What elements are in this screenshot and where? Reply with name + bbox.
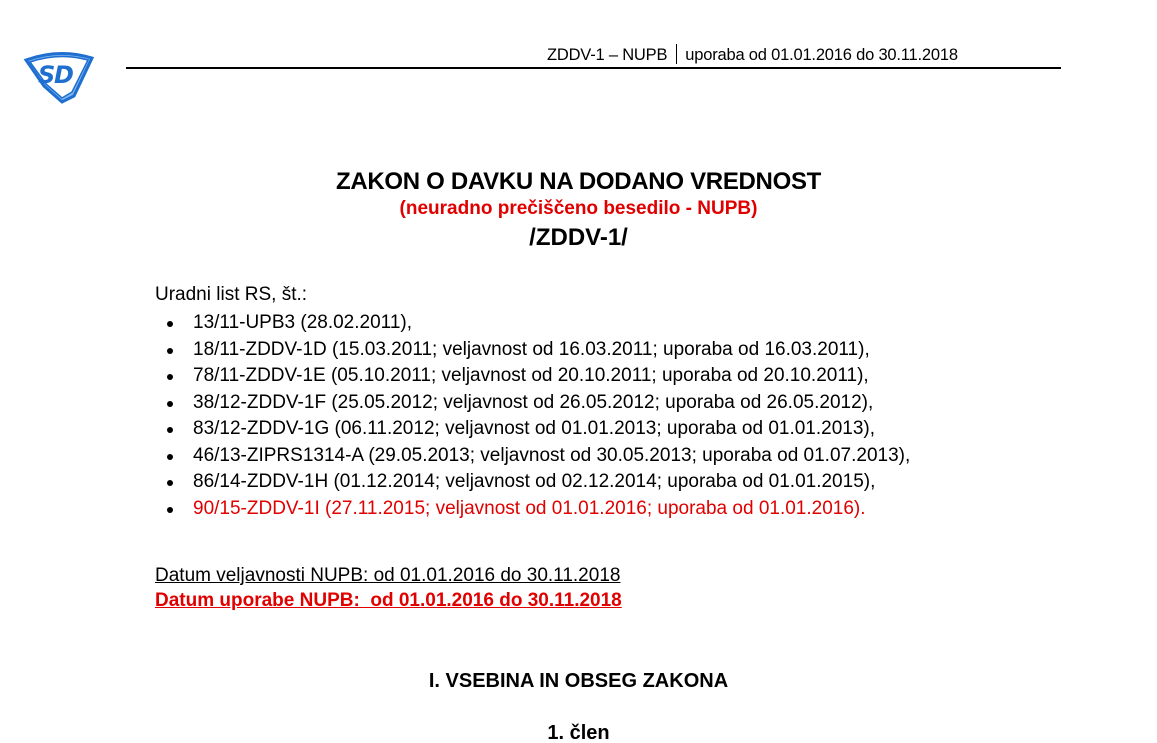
amendment-list [155, 310, 1035, 522]
usage-date: Datum uporabe NUPB: od 01.01.2016 do 30.11.2018 [155, 590, 622, 611]
law-title: ZAKON O DAVKU NA DODANO VREDNOST [335, 168, 822, 195]
article-heading: 1. člen [547, 722, 610, 743]
bullet-icon [167, 480, 173, 486]
bullet-icon [167, 321, 173, 327]
header-separator [676, 44, 677, 64]
bullet-icon [167, 348, 173, 354]
bullet-icon [167, 401, 173, 407]
law-subtitle: (neuradno prečiščeno besedilo - NUPB) [399, 198, 758, 219]
amendment-text: 86/14-ZDDV-1H (01.12.2014; veljavnost od 02.12.2014; uporaba od 01.01.2015), [193, 471, 876, 492]
list-item [155, 469, 1035, 496]
header-document-id: ZDDV-1 – NUPB [547, 46, 668, 64]
running-header [547, 44, 958, 65]
bullet-icon [167, 507, 173, 513]
amendment-text: 90/15-ZDDV-1I (27.11.2015; veljavnost od 01.01.2016; uporaba od 01.01.2016). [193, 497, 866, 519]
list-item [155, 416, 1035, 443]
amendment-text: 83/12-ZDDV-1G (06.11.2012; veljavnost od 01.01.2013; uporaba od 01.01.2013), [193, 418, 876, 439]
list-item [155, 443, 913, 470]
sd-logo-icon [22, 46, 96, 104]
list-item [155, 337, 1035, 364]
amendment-text: 18/11-ZDDV-1D (15.03.2011; veljavnost od 16.03.2011; uporaba od 16.03.2011), [193, 338, 870, 360]
svg-text:S: S [38, 61, 56, 89]
svg-text:D: D [54, 61, 74, 89]
bullet-icon [167, 427, 173, 433]
amendment-text: 38/12-ZDDV-1F (25.05.2012; veljavnost od 26.05.2012; uporaba od 26.05.2012), [193, 391, 874, 413]
validity-date: Datum veljavnosti NUPB: od 01.01.2016 do 30.11.2018 [155, 565, 621, 586]
amendment-text: 78/11-ZDDV-1E (05.10.2011; veljavnost od 20.10.2011; uporaba od 20.10.2011), [193, 365, 869, 386]
list-item [155, 310, 1035, 337]
list-item [155, 390, 1035, 417]
law-abbreviation: /ZDDV-1/ [529, 224, 628, 251]
section-heading: I. VSEBINA IN OBSEG ZAKONA [428, 670, 729, 692]
bullet-icon [167, 374, 173, 380]
header-usage-period: uporaba od 01.01.2016 do 30.11.2018 [685, 46, 958, 64]
list-item [155, 363, 1035, 390]
header-divider [126, 67, 1061, 69]
gazette-label: Uradni list RS, št.: [155, 284, 308, 305]
amendment-text: 46/13-ZIPRS1314-A (29.05.2013; veljavnost od 30.05.2013; uporaba od 01.07.2013), [193, 444, 911, 466]
amendment-text: 13/11-UPB3 (28.02.2011), [193, 312, 412, 333]
bullet-icon [167, 454, 173, 460]
list-item [155, 496, 1035, 523]
